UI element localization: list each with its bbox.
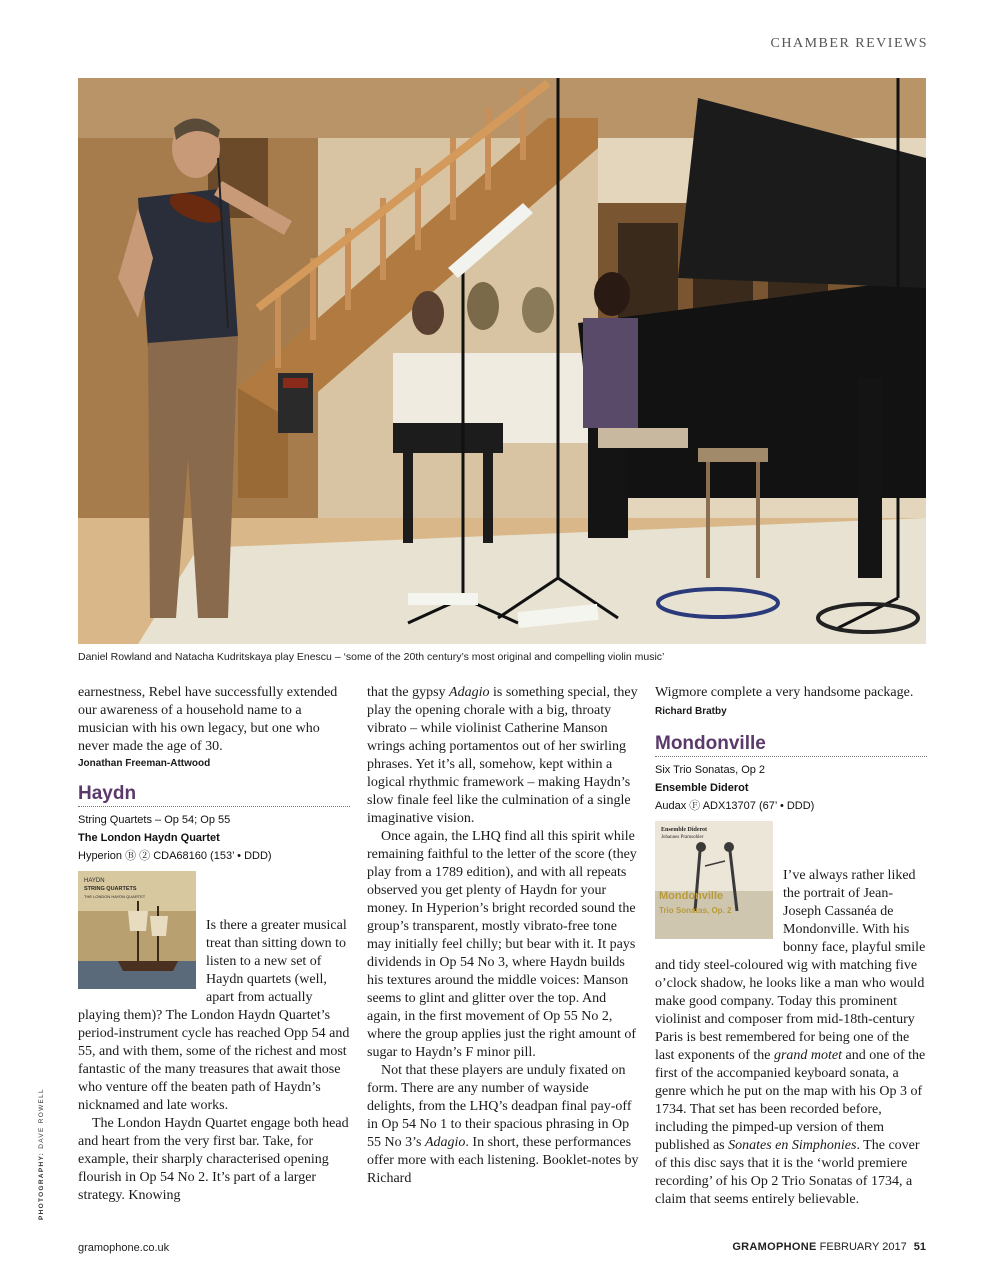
haydn-paragraph-3 <box>367 684 639 828</box>
cover-text-ensemble: Ensemble Diderot <box>661 827 708 833</box>
text-run: and one of the first of the accompanied keyboard sonata, a genre which he put on the map with his Op 3 of 1734. That set has been recorded before, including the pimped-up version of them published as <box>655 1048 926 1153</box>
performer: The London Haydn Quartet <box>78 832 220 844</box>
footer-issue: FEBRUARY 2017 <box>819 1241 907 1253</box>
text-run: Not that these players are unduly fixated on form. There are any number of wayside delights, from the LHQ’s deadpan final pay-off in Op 54 No 1 to their spacious phrasing in Op 55 No 3’s <box>367 1063 632 1150</box>
cover-text-director: Johannes Pramsohler <box>661 835 704 840</box>
review-title-mondonville: Mondonville <box>655 733 927 757</box>
footer-folio <box>732 1241 926 1253</box>
italic-term: grand motet <box>773 1048 843 1063</box>
italic-term: Adagio <box>449 685 490 700</box>
column-3 <box>655 684 927 1209</box>
haydn-review-ending <box>655 684 927 721</box>
footer-url: gramophone.co.uk <box>78 1242 170 1254</box>
text-run: . In short, these performances offer more with each listening. Booklet-notes by Richard <box>367 1135 639 1186</box>
mondonville-review-body <box>655 815 927 1209</box>
label-catalogue: Audax Ⓕ ADX13707 (67’ • DDD) <box>655 800 815 812</box>
haydn-paragraph-5 <box>367 1062 639 1188</box>
album-cover-haydn <box>78 871 196 989</box>
performer: Ensemble Diderot <box>655 782 749 794</box>
haydn-paragraph-4: Once again, the LHQ find all this spirit while remaining faithful to the letter of the score (they play from a 1789 edition), and with all repeats observed you get plenty of Haydn for your money. In Hyperion’s bright recorded sound the group’s transparent, mostly vibrato-free tone may initially feel chilly; but bear with it. It pays dividends in Op 54 No 3, where Haydn builds his textures around the middle voices: Manson seems to glint and glitter over the top. And again, in the first movement of Op 55 No 2, where the group applies just the right amount of sugar to Haydn’s F minor pill. <box>367 829 637 1060</box>
section-header: CHAMBER REVIEWS <box>770 36 928 51</box>
text-run: I’ve always rather liked the portrait of Jean-Joseph Cassanéa de Mondonville. With his bonny face, playful smile and tidy steel-coloured wig with matching five o’clock shadow, he looks like a man who would make good company. Today this prominent violinist and composer from mid-18th-century Paris is best remembered for being one of the last exponents of the <box>655 868 926 1063</box>
work-title: Six Trio Sonatas, Op 2 <box>655 764 766 776</box>
feature-photo <box>78 78 926 644</box>
text-run: that the gypsy <box>367 685 450 700</box>
text-run: Wigmore complete a very handsome package. <box>655 685 914 700</box>
cover-text-composer: HAYDN <box>84 878 105 884</box>
page-number: 51 <box>913 1241 926 1253</box>
photo-caption: Daniel Rowland and Natacha Kudritskaya play Enescu – ‘some of the 20th century’s most original and compelling violin music’ <box>78 651 665 663</box>
reviewer-name: Richard Bratby <box>655 706 727 717</box>
cover-text-work: Trio Sonatas, Op. 2 <box>659 906 732 915</box>
photo-credit-label: PHOTOGRAPHY: <box>38 1151 45 1220</box>
cover-text-work: STRING QUARTETS <box>84 886 137 892</box>
review-title-haydn: Haydn <box>78 783 350 807</box>
italic-term: Adagio <box>424 1135 466 1150</box>
previous-review-ending <box>78 684 350 756</box>
italic-term: Sonates en Simphonies <box>728 1138 857 1153</box>
photo-credit-name: DAVE ROWELL <box>38 1088 45 1149</box>
footer-brand: GRAMOPHONE <box>732 1241 817 1253</box>
text-run: . The cover of this disc says that it is the ‘world premiere recording’ of his Op 2 Trio Sonatas of 1734, a claim that seems entirely believable. <box>655 1138 920 1207</box>
cover-text-performer: THE LONDON HAYDN QUARTET <box>84 894 146 899</box>
text-run: is something special, they play the opening chorale with a big, throaty vibrato – while violinist Catherine Manson wrings aching portamentos out of her swirling phrases. Yet it’s all, somehow, kept within a logical rhythmic framework – making Haydn’s slow finale feel like the culmination of a single imaginative vision. <box>367 685 638 826</box>
column-1 <box>78 684 350 1205</box>
album-cover-mondonville <box>655 821 773 939</box>
work-title: String Quartets – Op 54; Op 55 <box>78 814 231 826</box>
haydn-paragraph-1: Is there a greater musical treat than sitting down to listen to a new set of Haydn quartets (well, apart from actually playing them)? The London Haydn Quartet’s period-instrument cycle has reached Opp 54 and 55, and with them, some of the richest and most fantastic of the many treasures that await those who venture off the beaten path of Haydn’s nicknamed and late works. <box>78 918 350 1113</box>
cover-text-composer: Mondonville <box>659 890 724 902</box>
reviewer-name: Jonathan Freeman-Attwood <box>78 758 211 769</box>
spacer <box>655 721 927 733</box>
label-catalogue: Hyperion Ⓑ ② CDA68160 (153’ • DDD) <box>78 850 272 862</box>
haydn-review-body <box>78 865 350 1115</box>
previous-review-text: earnestness, Rebel have successfully extended our awareness of a household name to a musician with his own legacy, but one who never made the age of 30. <box>78 685 338 754</box>
column-2 <box>367 684 639 1188</box>
photo-credit <box>38 1088 45 1220</box>
haydn-paragraph-2: The London Haydn Quartet engage both head and heart from the very first bar. Take, for example, their sharply characterised opening flourish in Op 54 No 2. It’s part of a larger strategy. Knowing <box>78 1116 349 1203</box>
